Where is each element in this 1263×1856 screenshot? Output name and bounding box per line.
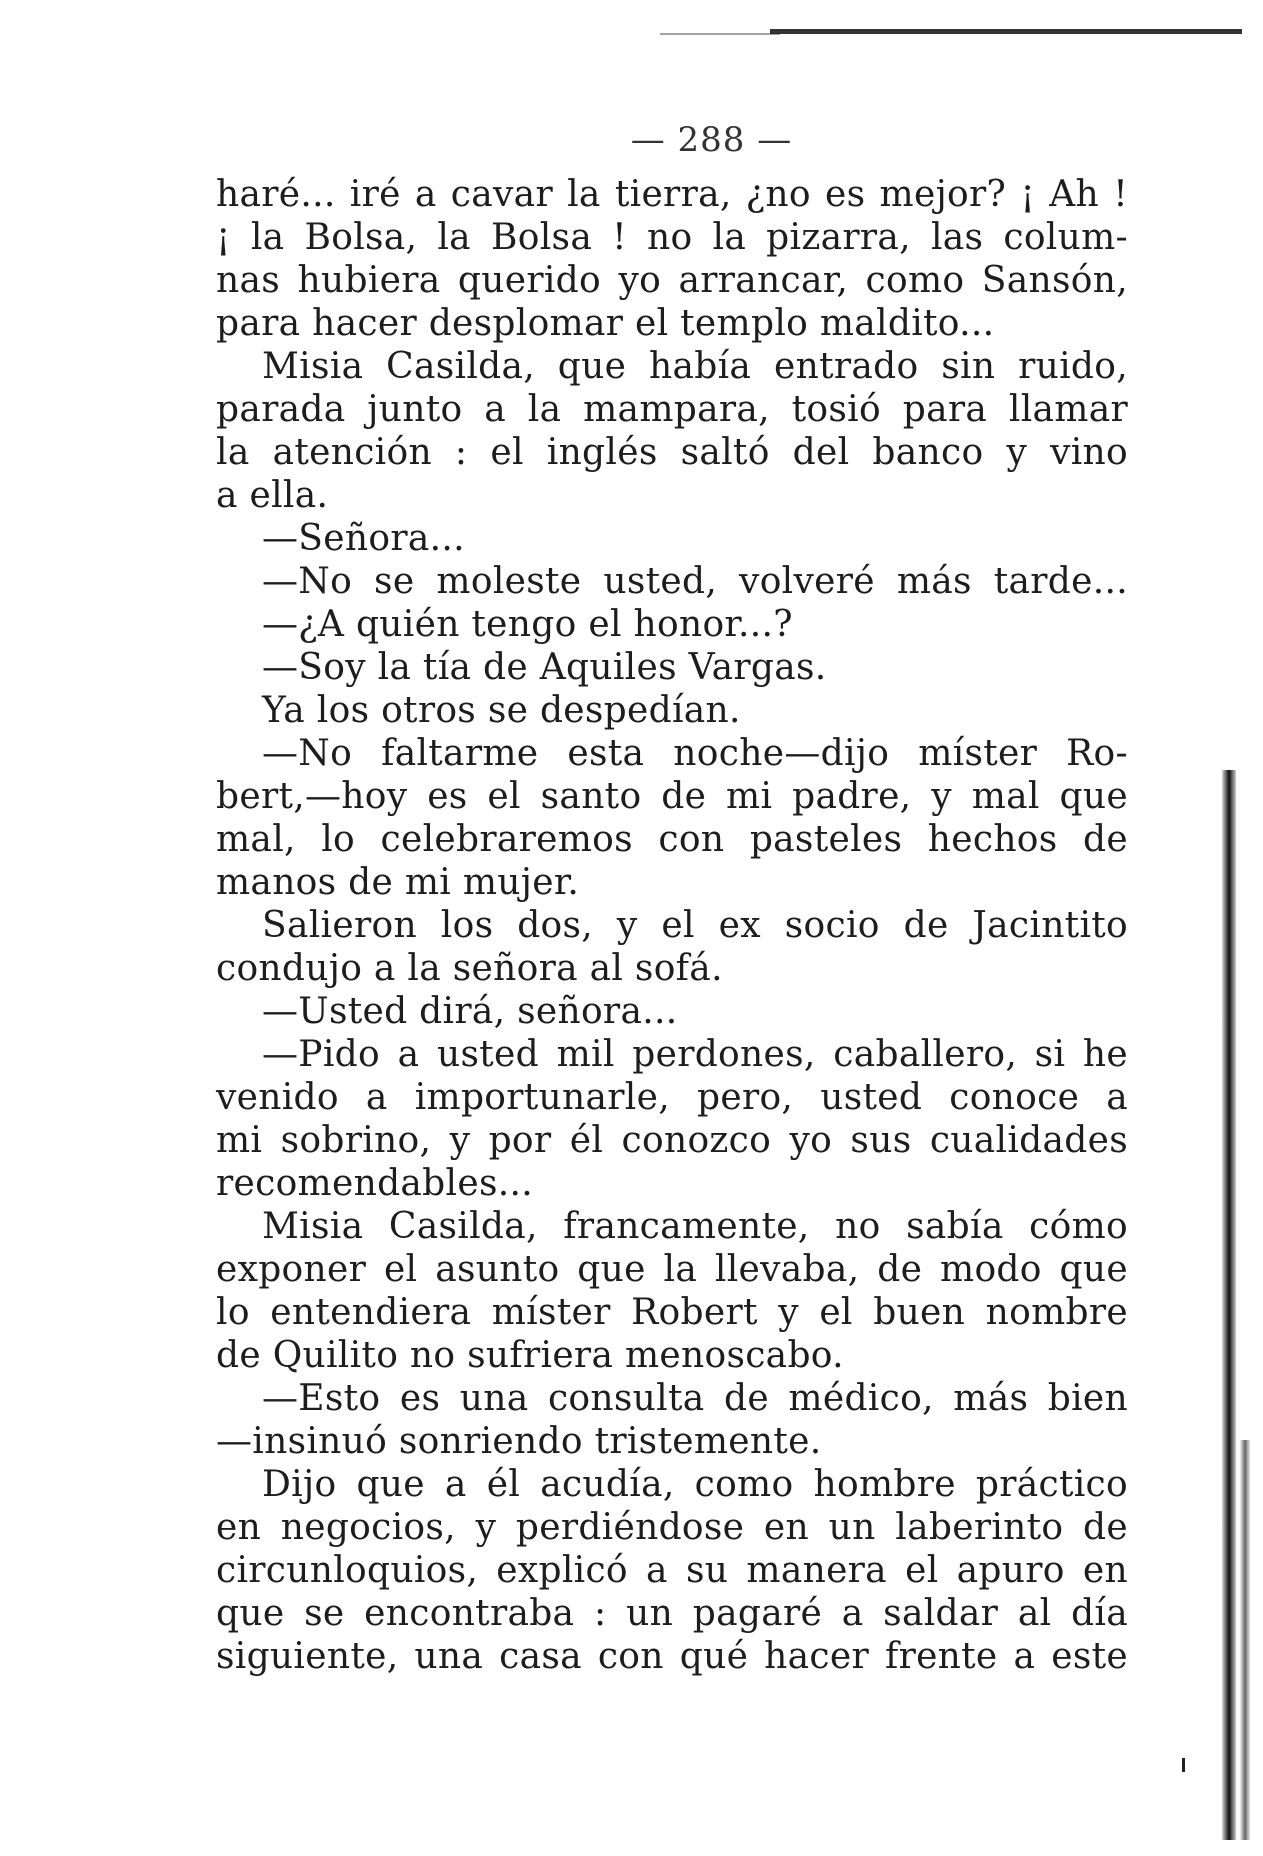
text-line: ¡ la Bolsa, la Bolsa ! no la pizarra, las colum-: [216, 217, 1128, 258]
text-line: de Quilito no sufriera menoscabo.: [216, 1335, 844, 1376]
text-line: Misia Casilda, francamente, no sabía cómo: [262, 1206, 1128, 1247]
text-line: bert,—hoy es el santo de mi padre, y mal que: [216, 776, 1128, 817]
text-line: —insinuó sonriendo tristemente.: [216, 1421, 822, 1462]
text-line: —Esto es una consulta de médico, más bien: [262, 1378, 1128, 1419]
text-line: Ya los otros se despedían.: [262, 690, 741, 731]
text-line: recomendables...: [216, 1163, 533, 1204]
text-line: en negocios, y perdiéndose en un laberinto de: [216, 1507, 1128, 1548]
text-line: para hacer desplomar el templo maldito...: [216, 303, 995, 344]
text-line: —Usted dirá, señora...: [262, 991, 678, 1032]
text-line: la atención : el inglés saltó del banco y vino: [216, 432, 1128, 473]
text-line: manos de mi mujer.: [216, 862, 580, 903]
text-line: —Señora...: [262, 518, 465, 559]
text-line: Misia Casilda, que había entrado sin ruido,: [262, 346, 1128, 387]
scan-rule: [770, 29, 1242, 34]
body-text: [216, 173, 1128, 1678]
text-line: a ella.: [216, 475, 329, 516]
page-edge-shadow: [1222, 770, 1236, 1840]
text-line: parada junto a la mampara, tosió para llamar: [216, 389, 1128, 430]
scan-mark: [1182, 1758, 1185, 1772]
page-edge-shadow-outer: [1240, 1440, 1250, 1840]
text-line: —Soy la tía de Aquiles Vargas.: [262, 647, 827, 688]
text-line: condujo a la señora al sofá.: [216, 948, 723, 989]
text-line: nas hubiera querido yo arrancar, como Sansón,: [216, 260, 1128, 301]
text-line: que se encontraba : un pagaré a saldar al día: [216, 1593, 1128, 1634]
text-line: venido a importunarle, pero, usted conoce a: [216, 1077, 1128, 1118]
text-line: exponer el asunto que la llevaba, de modo que: [216, 1249, 1128, 1290]
text-line: Dijo que a él acudía, como hombre práctico: [262, 1464, 1128, 1505]
page-number: — 288 —: [630, 120, 793, 160]
text-line: —Pido a usted mil perdones, caballero, si he: [262, 1034, 1128, 1075]
text-line: circunloquios, explicó a su manera el apuro en: [216, 1550, 1128, 1591]
text-line: lo entendiera míster Robert y el buen nombre: [216, 1292, 1128, 1333]
text-line: mal, lo celebraremos con pasteles hechos de: [216, 819, 1128, 860]
text-line: —No se moleste usted, volveré más tarde...: [262, 561, 1128, 602]
text-line: —¿A quién tengo el honor...?: [262, 604, 793, 645]
text-line: mi sobrino, y por él conozco yo sus cualidades: [216, 1120, 1128, 1161]
text-line: haré... iré a cavar la tierra, ¿no es mejor? ¡ Ah !: [216, 174, 1128, 215]
text-line: siguiente, una casa con qué hacer frente a este: [216, 1636, 1128, 1677]
text-line: —No faltarme esta noche—dijo míster Ro-: [262, 733, 1128, 774]
scan-rule-thin: [660, 33, 780, 35]
text-line: Salieron los dos, y el ex socio de Jacintito: [262, 905, 1128, 946]
